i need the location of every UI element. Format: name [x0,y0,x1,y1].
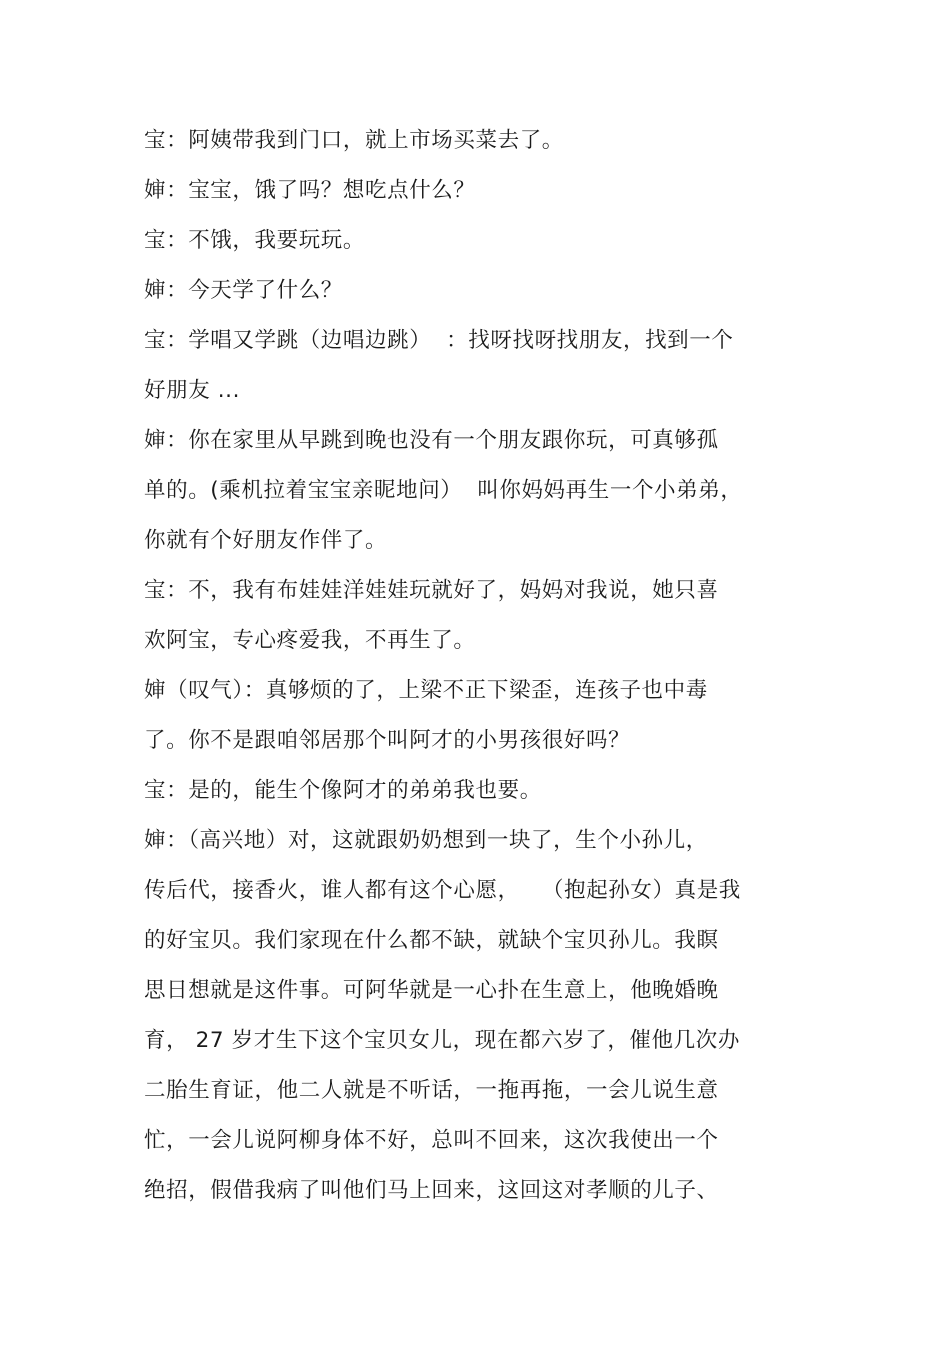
text-line: 了。你不是跟咱邻居那个叫阿才的小男孩很好吗？ [144,728,631,753]
text-line: 宝：是的，能生个像阿才的弟弟我也要。 [144,778,542,803]
text-line: 婶：今天学了什么？ [144,278,343,303]
text-line: 单的。(乘机拉着宝宝亲昵地问） 叫你妈妈再生一个小弟弟， [144,478,743,503]
text-line: 你就有个好朋友作伴了。 [144,528,388,553]
text-line: 婶：（高兴地）对，这就跟奶奶想到一块了，生个小孙儿， [144,828,708,853]
text-line: 绝招，假借我病了叫他们马上回来，这回这对孝顺的儿子、 [144,1178,719,1203]
text-line: 婶：宝宝，饿了吗？想吃点什么？ [144,178,476,203]
text-line: 传后代，接香火，谁人都有这个心愿， （抱起孙女）真是我 [144,878,741,903]
text-line: 育， 27 岁才生下这个宝贝女儿，现在都六岁了，催他几次办 [144,1028,740,1053]
text-line: 婶：你在家里从早跳到晚也没有一个朋友跟你玩，可真够孤 [144,428,719,453]
text-line: 的好宝贝。我们家现在什么都不缺，就缺个宝贝孙儿。我瞑 [144,928,719,953]
text-line: 宝：阿姨带我到门口，就上市场买菜去了。 [144,128,564,153]
text-line: 宝：学唱又学跳（边唱边跳） ：找呀找呀找朋友，找到一个 [144,328,734,353]
text-line: 宝：不，我有布娃娃洋娃娃玩就好了，妈妈对我说，她只喜 [144,578,719,603]
text-line: 二胎生育证，他二人就是不听话，一拖再拖，一会儿说生意 [144,1078,719,1103]
text-line: 婶（叹气）：真够烦的了，上梁不正下梁歪，连孩子也中毒 [144,678,708,703]
text-line: 思日想就是这件事。可阿华就是一心扑在生意上，他晚婚晚 [144,978,719,1003]
text-line: 宝：不饿，我要玩玩。 [144,228,366,253]
script-text [144,116,804,1216]
text-line: 忙，一会儿说阿柳身体不好，总叫不回来，这次我使出一个 [144,1128,719,1153]
text-line: 欢阿宝，专心疼爱我，不再生了。 [144,628,476,653]
text-line: 好朋友 ... [144,378,241,403]
